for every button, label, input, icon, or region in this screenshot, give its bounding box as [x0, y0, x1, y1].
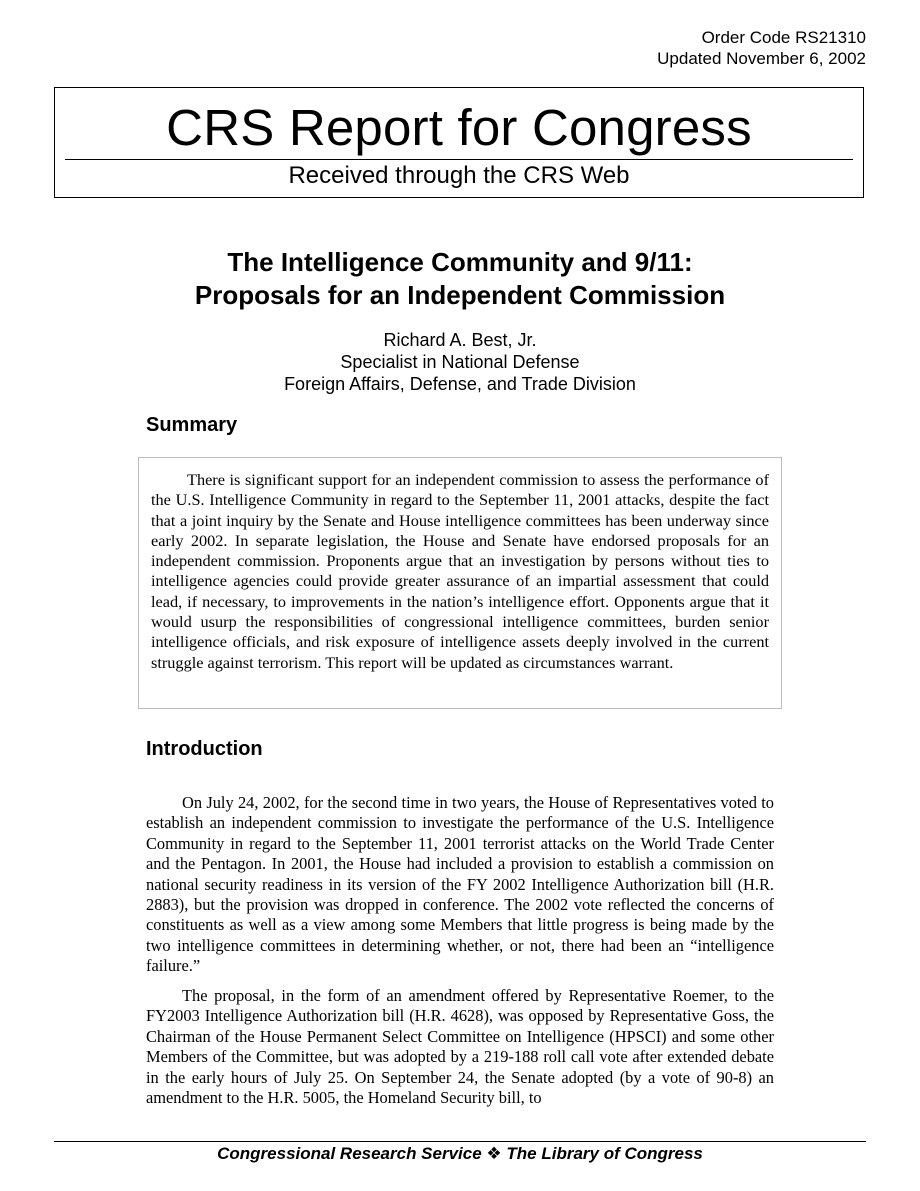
footer-organization: Congressional Research Service	[217, 1144, 482, 1163]
author-name: Richard A. Best, Jr.	[383, 330, 537, 350]
report-title	[54, 246, 866, 312]
masthead	[54, 87, 864, 198]
author-division: Foreign Affairs, Defense, and Trade Division	[284, 374, 636, 394]
summary-heading: Summary	[146, 414, 238, 436]
author-position: Specialist in National Defense	[340, 352, 580, 372]
masthead-title: CRS Report for Congress	[166, 99, 752, 156]
order-code: Order Code RS21310	[701, 28, 866, 47]
summary-box	[138, 457, 782, 709]
order-info	[657, 27, 866, 69]
updated-date: Updated November 6, 2002	[657, 49, 866, 68]
report-title-line-2: Proposals for an Independent Commission	[194, 280, 726, 310]
footer-separator-icon: ❖	[486, 1144, 502, 1163]
introduction-paragraph-1: On July 24, 2002, for the second time in two years, the House of Representatives voted to establish an independent commission to investigate the performance of the U.S. Intelligence Community in regard to the September 11, 2001 terrorist attacks on the World Trade Center and the Pentagon. In 2001, the House had included a provision to establish a commission on national security readiness in its version of the FY 2002 Intelligence Authorization bill (H.R. 2883), but the provision was dropped in conference. The 2002 vote reflected the concerns of constituents as well as a view among some Members that little progress is being made by the two intelligence committees in determining whether, or not, there had been an “intelligence failure.”	[146, 793, 774, 976]
introduction-paragraph-2: The proposal, in the form of an amendment offered by Representative Roemer, to the FY2003 Intelligence Authorization bill (H.R. 4628), was opposed by Representative Goss, the Chairman of the House Permanent Select Committee on Intelligence (HPSCI) and some other Members of the Committee, but was adopted by a 219-188 roll call vote after extended debate in the early hours of July 25. On September 24, the Senate adopted (by a vote of 90-8) an amendment to the H.R. 5005, the Homeland Security bill, to	[146, 986, 774, 1108]
author-block	[54, 329, 866, 395]
footer-library: The Library of Congress	[506, 1144, 703, 1163]
summary-text: There is significant support for an independent commission to assess the performance of the U.S. Intelligence Community in regard to the September 11, 2001 attacks, despite the fact that a joint inquiry by the Senate and House intelligence committees has been underway since early 2002. In separate legislation, the House and Senate have endorsed proposals for an independent commission. Proponents argue that an investigation by persons without ties to intelligence agencies could provide greater assurance of an impartial assessment that could lead, if necessary, to improvements in the nation’s intelligence effort. Opponents argue that it would usurp the responsibilities of congressional intelligence committees, burden senior intelligence officials, and risk exposure of intelligence assets deeply involved in the current struggle against terrorism. This report will be updated as circumstances warrant.	[151, 470, 769, 672]
introduction-heading: Introduction	[146, 738, 263, 760]
report-title-line-1: The Intelligence Community and 9/11:	[227, 247, 693, 277]
masthead-rule	[65, 159, 853, 160]
footer	[54, 1143, 866, 1165]
footer-rule	[54, 1141, 866, 1142]
masthead-subtitle: Received through the CRS Web	[288, 162, 630, 189]
